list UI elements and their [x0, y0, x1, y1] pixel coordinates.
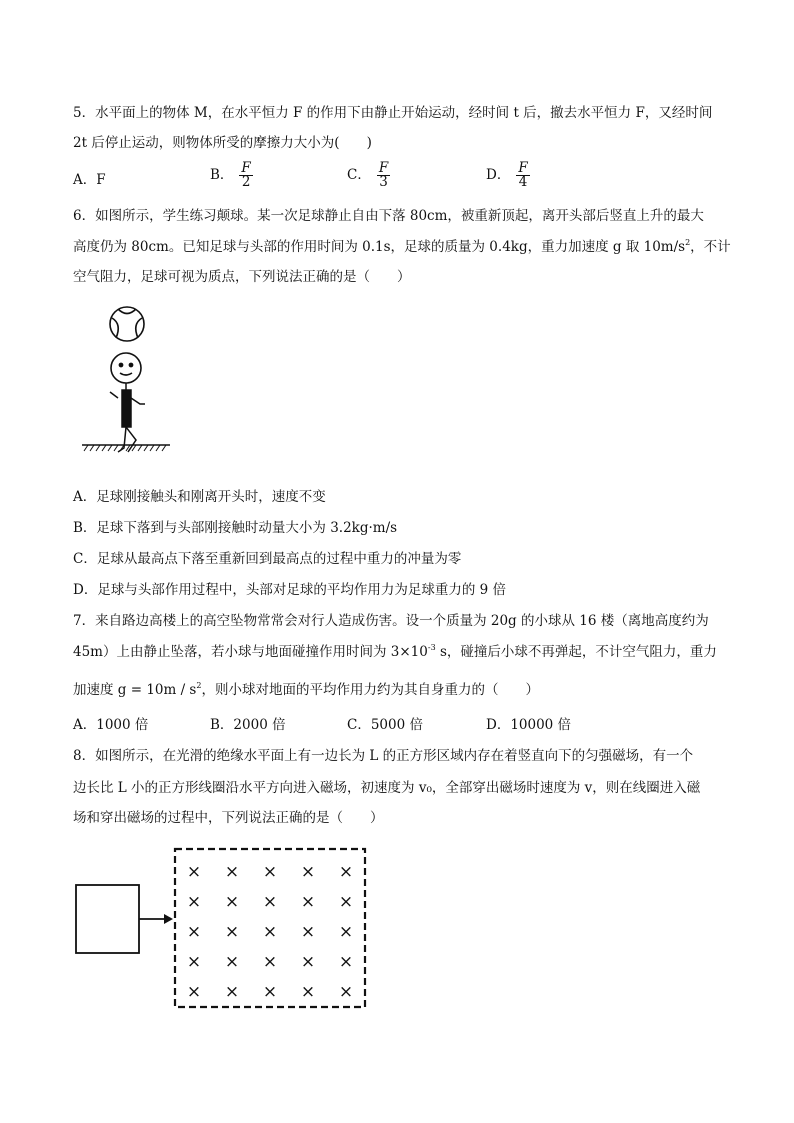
field-cross-icon: ×	[224, 952, 240, 972]
field-cross-icon: ×	[186, 952, 202, 972]
q7-stem-line2	[73, 642, 717, 662]
q5-option-d-denominator: 4	[518, 174, 528, 190]
field-cross-icon: ×	[300, 862, 316, 882]
q7-option-b: B．2000 倍	[210, 717, 286, 733]
field-cross-icon: ×	[338, 862, 354, 882]
field-cross-icon: ×	[338, 892, 354, 912]
q6-stem-line2-b: ，不计	[690, 239, 731, 255]
q5-option-b-numerator: F	[241, 160, 251, 176]
student-body-icon	[110, 383, 145, 452]
field-cross-icon: ×	[224, 862, 240, 882]
q7-option-a: A．1000 倍	[73, 717, 149, 733]
q5-option-d-label: D．	[486, 167, 511, 183]
field-cross-icon: ×	[262, 952, 278, 972]
q5-option-c-numerator: F	[378, 160, 389, 176]
q5-option-d-numerator: F	[518, 160, 528, 176]
q5-option-b-denominator: 2	[241, 174, 251, 190]
q7-stem-line3	[73, 680, 539, 700]
square-coil	[76, 885, 139, 953]
q6-option-c: C．足球从最高点下落至重新回到最高点的过程中重力的冲量为零	[73, 551, 462, 567]
q6-stem-line1: 6．如图所示，学生练习颠球。某一次足球静止自由下落 80cm，被重新顶起，离开头部后竖直上升的最大	[73, 208, 704, 224]
football-icon	[110, 307, 144, 341]
q5-option-c-denominator: 3	[379, 174, 388, 190]
field-cross-icon: ×	[262, 922, 278, 942]
field-cross-icon: ×	[300, 982, 316, 1002]
field-cross-icon: ×	[300, 922, 316, 942]
velocity-arrow-icon	[164, 914, 173, 924]
field-cross-icon: ×	[338, 982, 354, 1002]
field-cross-icon: ×	[186, 982, 202, 1002]
q5-option-a: A．F	[73, 172, 106, 188]
q6-option-d: D．足球与头部作用过程中，头部对足球的平均作用力为足球重力的 9 倍	[73, 582, 506, 598]
q6-option-b: B．足球下落到与头部刚接触时动量大小为 3.2kg·m/s	[73, 520, 398, 536]
q6-stem-line2	[73, 237, 731, 257]
q5-stem-line2: 2t 后停止运动，则物体所受的摩擦力大小为( )	[73, 135, 372, 151]
field-cross-icon: ×	[224, 892, 240, 912]
field-cross-icon: ×	[338, 922, 354, 942]
q5-option-b-label: B．	[210, 167, 234, 183]
q5-option-d-fraction	[516, 162, 529, 189]
q7-stem-line3-sup: 2	[196, 681, 202, 690]
field-cross-icon: ×	[300, 952, 316, 972]
q7-stem-line2-sup: -3	[427, 643, 436, 652]
q7-stem-line2-a: 45m）上由静止坠落，若小球与地面碰撞作用时间为 3×10	[73, 644, 428, 660]
q7-stem-line3-b: ，则小球对地面的平均作用力约为其自身重力的（ ）	[201, 682, 539, 698]
ground-icon	[82, 445, 170, 451]
q5-option-b	[210, 162, 253, 189]
q6-juggling-student-figure	[78, 300, 178, 450]
field-cross-icon: ×	[224, 922, 240, 942]
q8-stem-line3: 场和穿出磁场的过程中，下列说法正确的是（ ）	[73, 810, 384, 826]
field-cross-icon: ×	[224, 982, 240, 1002]
field-cross-icon: ×	[262, 862, 278, 882]
student-head-icon	[111, 353, 141, 383]
q7-option-c: C．5000 倍	[347, 717, 423, 733]
q5-stem-line1: 5．水平面上的物体 M，在水平恒力 F 的作用下由静止开始运动，经时间 t 后，撤去水平恒力 F，又经时间	[73, 105, 713, 121]
magnetic-field-marks	[187, 862, 353, 1002]
q7-stem-line3-a: 加速度 g = 10m / s	[73, 682, 197, 698]
q5-option-c	[347, 162, 390, 189]
field-cross-icon: ×	[186, 862, 202, 882]
field-cross-icon: ×	[262, 982, 278, 1002]
q5-option-c-label: C．	[347, 167, 371, 183]
q5-option-c-fraction	[377, 162, 390, 189]
q8-stem-line2: 边长比 L 小的正方形线圈沿水平方向进入磁场，初速度为 v₀，全部穿出磁场时速度为 v，则在线圈进入磁	[73, 780, 701, 796]
q8-magnetic-field-figure	[70, 845, 370, 1010]
q7-option-d: D．10000 倍	[486, 717, 572, 733]
q6-stem-line2-a: 高度仍为 80cm。已知足球与头部的作用时间为 0.1s，足球的质量为 0.4kg，重力加速度 g 取 10m/s	[73, 239, 686, 255]
field-cross-icon: ×	[300, 892, 316, 912]
q6-option-a: A．足球刚接触头和刚离开头时，速度不变	[73, 489, 326, 505]
field-cross-icon: ×	[262, 892, 278, 912]
q6-stem-line3: 空气阻力，足球可视为质点，下列说法正确的是（ ）	[73, 269, 411, 285]
q7-stem-line2-b: s，碰撞后小球不再弹起，不计空气阻力，重力	[435, 644, 717, 660]
field-cross-icon: ×	[338, 952, 354, 972]
q8-stem-line1: 8．如图所示，在光滑的绝缘水平面上有一边长为 L 的正方形区域内存在着竖直向下的匀强磁场，有一个	[73, 748, 694, 764]
q6-stem-line2-sup: 2	[685, 238, 691, 247]
q7-stem-line1: 7．来自路边高楼上的高空坠物常常会对行人造成伤害。设一个质量为 20g 的小球从 16 楼（离地高度约为	[73, 613, 709, 629]
q5-option-b-fraction	[239, 162, 252, 189]
q5-option-d	[486, 162, 530, 189]
field-cross-icon: ×	[186, 922, 202, 942]
field-cross-icon: ×	[186, 892, 202, 912]
